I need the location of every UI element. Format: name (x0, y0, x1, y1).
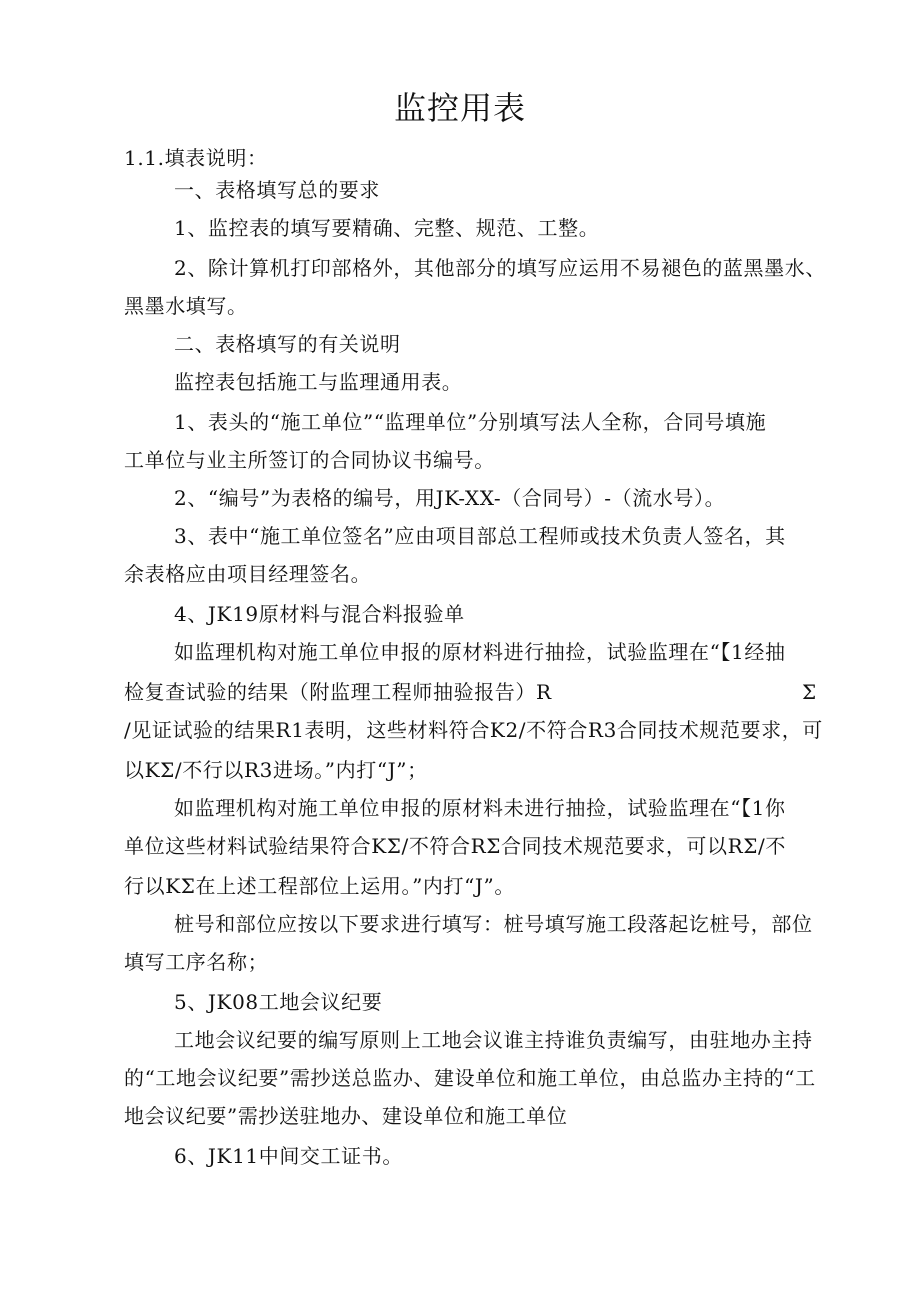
paragraph-line: 4、JK19原材料与混合料报验单 (174, 602, 465, 626)
paragraph-line: 工单位与业主所签订的合同协议书编号。 (124, 448, 495, 472)
paragraph-line: 地会议纪要”需抄送驻地办、建设单位和施工单位 (124, 1104, 568, 1128)
paragraph-line: 3、表中“施工单位签名”应由项目部总工程师或技术负责人签名，其 (174, 524, 786, 548)
paragraph-line: 2、除计算机打印部格外，其他部分的填写应运用不易褪色的蓝黑墨水、 (174, 256, 826, 280)
paragraph-line: 1、监控表的填写要精确、完整、规范、工整。 (174, 216, 600, 240)
paragraph-line: 5、JK08工地会议纪要 (174, 990, 383, 1014)
paragraph-line: 单位这些材料试验结果符合KΣ/不符合RΣ合同技术规范要求，可以RΣ/不 (124, 834, 786, 858)
paragraph-line: 填写工序名称； (124, 950, 269, 974)
sigma-mark: Σ (802, 680, 817, 704)
paragraph-line: 黑墨水填写。 (124, 294, 248, 318)
paragraph-line: 1、表头的“施工单位”“监理单位”分别填写法人全称，合同号填施 (174, 410, 767, 434)
paragraph-line: 如监理机构对施工单位申报的原材料进行抽捡，试验监理在“【1经抽 (174, 640, 786, 664)
paragraph-line: 如监理机构对施工单位申报的原材料未进行抽捡，试验监理在“【1你 (174, 796, 786, 820)
subsection-heading: 二、表格填写的有关说明 (174, 332, 401, 356)
section-heading: 1.1.填表说明： (124, 146, 268, 170)
paragraph-line: 桩号和部位应按以下要求进行填写：桩号填写施工段落起讫桩号，部位 (174, 912, 813, 936)
paragraph-line: 检复查试验的结果（附监理工程师抽验报告）R (124, 680, 552, 704)
paragraph-line: 监控表包括施工与监理通用表。 (174, 370, 463, 394)
paragraph-line: 6、JK11中间交工证书。 (174, 1144, 403, 1168)
paragraph-line: 行以KΣ在上述工程部位上运用。”内打“J”。 (124, 874, 515, 898)
paragraph-line: 2、“编号”为表格的编号，用JK-XX-（合同号）-（流水号）。 (174, 486, 726, 510)
paragraph-line: 以KΣ/不行以R3进场。”内打“J”； (124, 758, 428, 782)
paragraph-line: 余表格应由项目经理签名。 (124, 562, 372, 586)
paragraph-line: 工地会议纪要的编写原则上工地会议谁主持谁负责编写，由驻地办主持 (174, 1028, 813, 1052)
document-title: 监控用表 (393, 89, 526, 127)
paragraph-line: /见证试验的结果R1表明，这些材料符合K2/不符合R3合同技术规范要求，可 (124, 718, 823, 742)
paragraph-line: 的“工地会议纪要”需抄送总监办、建设单位和施工单位，由总监办主持的“工 (124, 1066, 816, 1090)
subsection-heading: 一、表格填写总的要求 (174, 178, 380, 202)
